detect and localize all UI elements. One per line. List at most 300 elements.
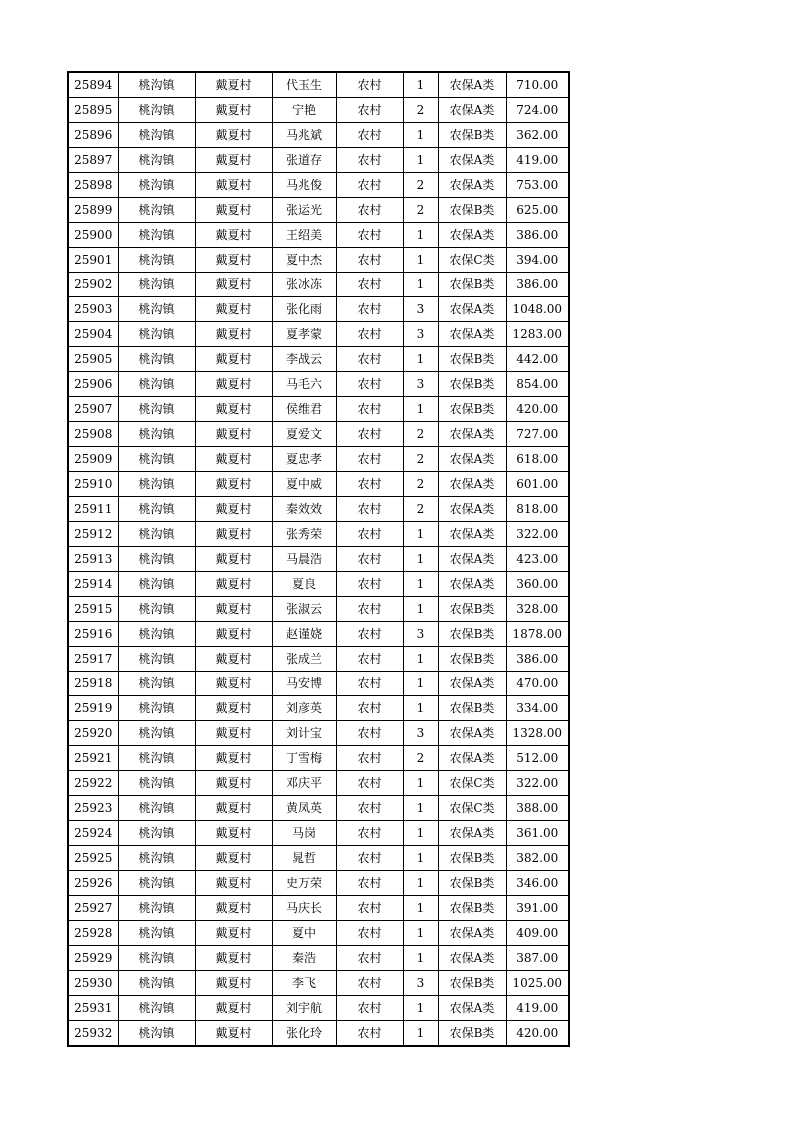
insurance-class-cell: 农保A类	[438, 297, 506, 322]
village-cell: 戴夏村	[195, 871, 272, 896]
table-row	[68, 696, 569, 721]
insurance-class-cell: 农保B类	[438, 970, 506, 995]
amount-cell: 710.00	[506, 72, 569, 97]
household-type-cell: 农村	[336, 147, 403, 172]
amount-cell: 409.00	[506, 920, 569, 945]
town-cell: 桃沟镇	[118, 895, 195, 920]
table-row	[68, 671, 569, 696]
household-type-cell: 农村	[336, 696, 403, 721]
town-cell: 桃沟镇	[118, 1020, 195, 1045]
insurance-class-cell: 农保C类	[438, 771, 506, 796]
village-cell: 戴夏村	[195, 272, 272, 297]
table-row	[68, 821, 569, 846]
town-cell: 桃沟镇	[118, 247, 195, 272]
person-count-cell: 1	[403, 920, 438, 945]
amount-cell: 1025.00	[506, 970, 569, 995]
person-count-cell: 1	[403, 846, 438, 871]
insurance-class-cell: 农保A类	[438, 147, 506, 172]
record-id-cell: 25929	[68, 945, 118, 970]
insurance-class-cell: 农保C类	[438, 796, 506, 821]
name-cell: 马晨浩	[272, 546, 336, 571]
amount-cell: 386.00	[506, 646, 569, 671]
name-cell: 刘计宝	[272, 721, 336, 746]
record-id-cell: 25895	[68, 97, 118, 122]
amount-cell: 420.00	[506, 1020, 569, 1045]
village-cell: 戴夏村	[195, 821, 272, 846]
table-row	[68, 397, 569, 422]
person-count-cell: 1	[403, 571, 438, 596]
amount-cell: 470.00	[506, 671, 569, 696]
household-type-cell: 农村	[336, 122, 403, 147]
table-row	[68, 222, 569, 247]
person-count-cell: 1	[403, 895, 438, 920]
record-id-cell: 25920	[68, 721, 118, 746]
table-row	[68, 796, 569, 821]
record-id-cell: 25916	[68, 621, 118, 646]
insurance-class-cell: 农保A类	[438, 472, 506, 497]
insurance-class-cell: 农保A类	[438, 72, 506, 97]
town-cell: 桃沟镇	[118, 97, 195, 122]
table-row	[68, 422, 569, 447]
amount-cell: 601.00	[506, 472, 569, 497]
person-count-cell: 1	[403, 995, 438, 1020]
village-cell: 戴夏村	[195, 571, 272, 596]
village-cell: 戴夏村	[195, 920, 272, 945]
amount-cell: 1878.00	[506, 621, 569, 646]
insurance-class-cell: 农保A类	[438, 222, 506, 247]
amount-cell: 420.00	[506, 397, 569, 422]
name-cell: 张运光	[272, 197, 336, 222]
record-id-cell: 25926	[68, 871, 118, 896]
amount-cell: 727.00	[506, 422, 569, 447]
record-id-cell: 25898	[68, 172, 118, 197]
insurance-class-cell: 农保C类	[438, 247, 506, 272]
name-cell: 侯维君	[272, 397, 336, 422]
insurance-class-cell: 农保B类	[438, 347, 506, 372]
town-cell: 桃沟镇	[118, 147, 195, 172]
town-cell: 桃沟镇	[118, 970, 195, 995]
insurance-class-cell: 农保B类	[438, 372, 506, 397]
name-cell: 丁雪梅	[272, 746, 336, 771]
record-id-cell: 25919	[68, 696, 118, 721]
name-cell: 马庆长	[272, 895, 336, 920]
record-id-cell: 25908	[68, 422, 118, 447]
person-count-cell: 1	[403, 347, 438, 372]
name-cell: 张化玲	[272, 1020, 336, 1045]
insurance-class-cell: 农保A类	[438, 172, 506, 197]
insurance-class-cell: 农保A类	[438, 422, 506, 447]
name-cell: 李飞	[272, 970, 336, 995]
amount-cell: 1328.00	[506, 721, 569, 746]
name-cell: 马岗	[272, 821, 336, 846]
person-count-cell: 3	[403, 372, 438, 397]
household-type-cell: 农村	[336, 945, 403, 970]
insurance-class-cell: 农保B类	[438, 646, 506, 671]
table-row	[68, 721, 569, 746]
household-type-cell: 农村	[336, 796, 403, 821]
insurance-class-cell: 农保B类	[438, 895, 506, 920]
name-cell: 赵谨娆	[272, 621, 336, 646]
name-cell: 晁哲	[272, 846, 336, 871]
town-cell: 桃沟镇	[118, 422, 195, 447]
insurance-class-cell: 农保B类	[438, 621, 506, 646]
record-id-cell: 25900	[68, 222, 118, 247]
household-type-cell: 农村	[336, 372, 403, 397]
household-type-cell: 农村	[336, 1020, 403, 1045]
name-cell: 马安博	[272, 671, 336, 696]
amount-cell: 391.00	[506, 895, 569, 920]
village-cell: 戴夏村	[195, 197, 272, 222]
town-cell: 桃沟镇	[118, 596, 195, 621]
amount-cell: 346.00	[506, 871, 569, 896]
table-body	[68, 72, 569, 1046]
person-count-cell: 1	[403, 871, 438, 896]
person-count-cell: 1	[403, 596, 438, 621]
data-table	[67, 71, 570, 1047]
record-id-cell: 25894	[68, 72, 118, 97]
person-count-cell: 3	[403, 621, 438, 646]
person-count-cell: 1	[403, 397, 438, 422]
town-cell: 桃沟镇	[118, 696, 195, 721]
person-count-cell: 1	[403, 671, 438, 696]
name-cell: 邓庆平	[272, 771, 336, 796]
table-row	[68, 571, 569, 596]
name-cell: 张成兰	[272, 646, 336, 671]
village-cell: 戴夏村	[195, 122, 272, 147]
table-row	[68, 995, 569, 1020]
household-type-cell: 农村	[336, 746, 403, 771]
insurance-class-cell: 农保B类	[438, 846, 506, 871]
table-row	[68, 621, 569, 646]
village-cell: 戴夏村	[195, 97, 272, 122]
household-type-cell: 农村	[336, 197, 403, 222]
table-row	[68, 970, 569, 995]
household-type-cell: 农村	[336, 821, 403, 846]
name-cell: 宁艳	[272, 97, 336, 122]
village-cell: 戴夏村	[195, 322, 272, 347]
person-count-cell: 2	[403, 447, 438, 472]
person-count-cell: 1	[403, 272, 438, 297]
village-cell: 戴夏村	[195, 297, 272, 322]
person-count-cell: 2	[403, 746, 438, 771]
village-cell: 戴夏村	[195, 347, 272, 372]
person-count-cell: 1	[403, 646, 438, 671]
record-id-cell: 25930	[68, 970, 118, 995]
insurance-class-cell: 农保B类	[438, 696, 506, 721]
table-row	[68, 347, 569, 372]
insurance-class-cell: 农保B类	[438, 871, 506, 896]
table-row	[68, 596, 569, 621]
table-row	[68, 895, 569, 920]
record-id-cell: 25931	[68, 995, 118, 1020]
amount-cell: 512.00	[506, 746, 569, 771]
person-count-cell: 3	[403, 721, 438, 746]
village-cell: 戴夏村	[195, 147, 272, 172]
amount-cell: 618.00	[506, 447, 569, 472]
person-count-cell: 1	[403, 122, 438, 147]
insurance-class-cell: 农保B类	[438, 397, 506, 422]
village-cell: 戴夏村	[195, 945, 272, 970]
record-id-cell: 25911	[68, 496, 118, 521]
table-row	[68, 97, 569, 122]
insurance-class-cell: 农保A类	[438, 447, 506, 472]
amount-cell: 724.00	[506, 97, 569, 122]
person-count-cell: 2	[403, 172, 438, 197]
table-row	[68, 646, 569, 671]
insurance-class-cell: 农保A类	[438, 521, 506, 546]
name-cell: 马兆斌	[272, 122, 336, 147]
name-cell: 刘彦英	[272, 696, 336, 721]
village-cell: 戴夏村	[195, 970, 272, 995]
village-cell: 戴夏村	[195, 696, 272, 721]
town-cell: 桃沟镇	[118, 945, 195, 970]
table-row	[68, 846, 569, 871]
amount-cell: 419.00	[506, 995, 569, 1020]
amount-cell: 334.00	[506, 696, 569, 721]
table-row	[68, 197, 569, 222]
amount-cell: 419.00	[506, 147, 569, 172]
household-type-cell: 农村	[336, 222, 403, 247]
town-cell: 桃沟镇	[118, 995, 195, 1020]
name-cell: 黄凤英	[272, 796, 336, 821]
table-row	[68, 172, 569, 197]
insurance-class-cell: 农保B类	[438, 272, 506, 297]
town-cell: 桃沟镇	[118, 846, 195, 871]
village-cell: 戴夏村	[195, 472, 272, 497]
amount-cell: 386.00	[506, 222, 569, 247]
name-cell: 秦浩	[272, 945, 336, 970]
insurance-class-cell: 农保B类	[438, 122, 506, 147]
amount-cell: 625.00	[506, 197, 569, 222]
amount-cell: 361.00	[506, 821, 569, 846]
record-id-cell: 25915	[68, 596, 118, 621]
village-cell: 戴夏村	[195, 1020, 272, 1045]
name-cell: 刘宇航	[272, 995, 336, 1020]
person-count-cell: 1	[403, 247, 438, 272]
household-type-cell: 农村	[336, 472, 403, 497]
insurance-class-cell: 农保A类	[438, 97, 506, 122]
record-id-cell: 25899	[68, 197, 118, 222]
record-id-cell: 25925	[68, 846, 118, 871]
table-row	[68, 122, 569, 147]
amount-cell: 386.00	[506, 272, 569, 297]
amount-cell: 382.00	[506, 846, 569, 871]
person-count-cell: 1	[403, 521, 438, 546]
table-row	[68, 521, 569, 546]
record-id-cell: 25897	[68, 147, 118, 172]
town-cell: 桃沟镇	[118, 397, 195, 422]
village-cell: 戴夏村	[195, 546, 272, 571]
amount-cell: 423.00	[506, 546, 569, 571]
record-id-cell: 25904	[68, 322, 118, 347]
person-count-cell: 3	[403, 322, 438, 347]
town-cell: 桃沟镇	[118, 646, 195, 671]
table-row	[68, 72, 569, 97]
household-type-cell: 农村	[336, 721, 403, 746]
record-id-cell: 25914	[68, 571, 118, 596]
table-row	[68, 472, 569, 497]
household-type-cell: 农村	[336, 97, 403, 122]
record-id-cell: 25902	[68, 272, 118, 297]
town-cell: 桃沟镇	[118, 546, 195, 571]
town-cell: 桃沟镇	[118, 222, 195, 247]
village-cell: 戴夏村	[195, 621, 272, 646]
household-type-cell: 农村	[336, 621, 403, 646]
amount-cell: 1048.00	[506, 297, 569, 322]
name-cell: 史万荣	[272, 871, 336, 896]
village-cell: 戴夏村	[195, 172, 272, 197]
table-row	[68, 871, 569, 896]
table-row	[68, 297, 569, 322]
household-type-cell: 农村	[336, 422, 403, 447]
record-id-cell: 25917	[68, 646, 118, 671]
record-id-cell: 25922	[68, 771, 118, 796]
household-type-cell: 农村	[336, 297, 403, 322]
village-cell: 戴夏村	[195, 846, 272, 871]
village-cell: 戴夏村	[195, 746, 272, 771]
town-cell: 桃沟镇	[118, 322, 195, 347]
record-id-cell: 25924	[68, 821, 118, 846]
record-id-cell: 25901	[68, 247, 118, 272]
record-id-cell: 25928	[68, 920, 118, 945]
village-cell: 戴夏村	[195, 422, 272, 447]
person-count-cell: 1	[403, 796, 438, 821]
village-cell: 戴夏村	[195, 521, 272, 546]
person-count-cell: 1	[403, 945, 438, 970]
town-cell: 桃沟镇	[118, 72, 195, 97]
name-cell: 张化雨	[272, 297, 336, 322]
household-type-cell: 农村	[336, 920, 403, 945]
person-count-cell: 3	[403, 970, 438, 995]
village-cell: 戴夏村	[195, 496, 272, 521]
name-cell: 夏爱文	[272, 422, 336, 447]
insurance-class-cell: 农保A类	[438, 496, 506, 521]
household-type-cell: 农村	[336, 846, 403, 871]
town-cell: 桃沟镇	[118, 472, 195, 497]
insurance-class-cell: 农保A类	[438, 571, 506, 596]
record-id-cell: 25913	[68, 546, 118, 571]
household-type-cell: 农村	[336, 671, 403, 696]
name-cell: 夏中杰	[272, 247, 336, 272]
person-count-cell: 1	[403, 696, 438, 721]
record-id-cell: 25912	[68, 521, 118, 546]
table-row	[68, 771, 569, 796]
insurance-class-cell: 农保B类	[438, 596, 506, 621]
person-count-cell: 1	[403, 72, 438, 97]
household-type-cell: 农村	[336, 397, 403, 422]
person-count-cell: 1	[403, 771, 438, 796]
town-cell: 桃沟镇	[118, 746, 195, 771]
village-cell: 戴夏村	[195, 671, 272, 696]
town-cell: 桃沟镇	[118, 172, 195, 197]
town-cell: 桃沟镇	[118, 122, 195, 147]
record-id-cell: 25923	[68, 796, 118, 821]
village-cell: 戴夏村	[195, 895, 272, 920]
table-row	[68, 746, 569, 771]
town-cell: 桃沟镇	[118, 521, 195, 546]
insurance-class-cell: 农保B类	[438, 197, 506, 222]
household-type-cell: 农村	[336, 871, 403, 896]
town-cell: 桃沟镇	[118, 671, 195, 696]
record-id-cell: 25909	[68, 447, 118, 472]
town-cell: 桃沟镇	[118, 621, 195, 646]
person-count-cell: 1	[403, 821, 438, 846]
insurance-class-cell: 农保A类	[438, 945, 506, 970]
household-type-cell: 农村	[336, 272, 403, 297]
village-cell: 戴夏村	[195, 447, 272, 472]
household-type-cell: 农村	[336, 771, 403, 796]
household-type-cell: 农村	[336, 521, 403, 546]
amount-cell: 388.00	[506, 796, 569, 821]
village-cell: 戴夏村	[195, 372, 272, 397]
village-cell: 戴夏村	[195, 596, 272, 621]
record-id-cell: 25907	[68, 397, 118, 422]
name-cell: 马毛六	[272, 372, 336, 397]
record-id-cell: 25896	[68, 122, 118, 147]
village-cell: 戴夏村	[195, 771, 272, 796]
village-cell: 戴夏村	[195, 796, 272, 821]
name-cell: 张秀荣	[272, 521, 336, 546]
insurance-class-cell: 农保A类	[438, 671, 506, 696]
town-cell: 桃沟镇	[118, 771, 195, 796]
amount-cell: 1283.00	[506, 322, 569, 347]
village-cell: 戴夏村	[195, 72, 272, 97]
household-type-cell: 农村	[336, 646, 403, 671]
town-cell: 桃沟镇	[118, 871, 195, 896]
name-cell: 夏中	[272, 920, 336, 945]
town-cell: 桃沟镇	[118, 197, 195, 222]
name-cell: 马兆俊	[272, 172, 336, 197]
insurance-class-cell: 农保A类	[438, 995, 506, 1020]
village-cell: 戴夏村	[195, 995, 272, 1020]
town-cell: 桃沟镇	[118, 372, 195, 397]
person-count-cell: 1	[403, 1020, 438, 1045]
record-id-cell: 25932	[68, 1020, 118, 1045]
name-cell: 夏孝蒙	[272, 322, 336, 347]
person-count-cell: 3	[403, 297, 438, 322]
town-cell: 桃沟镇	[118, 920, 195, 945]
household-type-cell: 农村	[336, 347, 403, 372]
record-id-cell: 25906	[68, 372, 118, 397]
table-row	[68, 247, 569, 272]
table-row	[68, 1020, 569, 1045]
name-cell: 王绍美	[272, 222, 336, 247]
household-type-cell: 农村	[336, 970, 403, 995]
amount-cell: 322.00	[506, 521, 569, 546]
household-type-cell: 农村	[336, 496, 403, 521]
name-cell: 夏良	[272, 571, 336, 596]
town-cell: 桃沟镇	[118, 272, 195, 297]
table-row	[68, 272, 569, 297]
table-row	[68, 147, 569, 172]
person-count-cell: 2	[403, 97, 438, 122]
person-count-cell: 2	[403, 422, 438, 447]
person-count-cell: 2	[403, 197, 438, 222]
village-cell: 戴夏村	[195, 721, 272, 746]
amount-cell: 442.00	[506, 347, 569, 372]
person-count-cell: 1	[403, 147, 438, 172]
record-id-cell: 25927	[68, 895, 118, 920]
village-cell: 戴夏村	[195, 247, 272, 272]
town-cell: 桃沟镇	[118, 297, 195, 322]
town-cell: 桃沟镇	[118, 347, 195, 372]
amount-cell: 387.00	[506, 945, 569, 970]
household-type-cell: 农村	[336, 247, 403, 272]
name-cell: 张冰冻	[272, 272, 336, 297]
name-cell: 夏忠孝	[272, 447, 336, 472]
village-cell: 戴夏村	[195, 646, 272, 671]
name-cell: 夏中威	[272, 472, 336, 497]
